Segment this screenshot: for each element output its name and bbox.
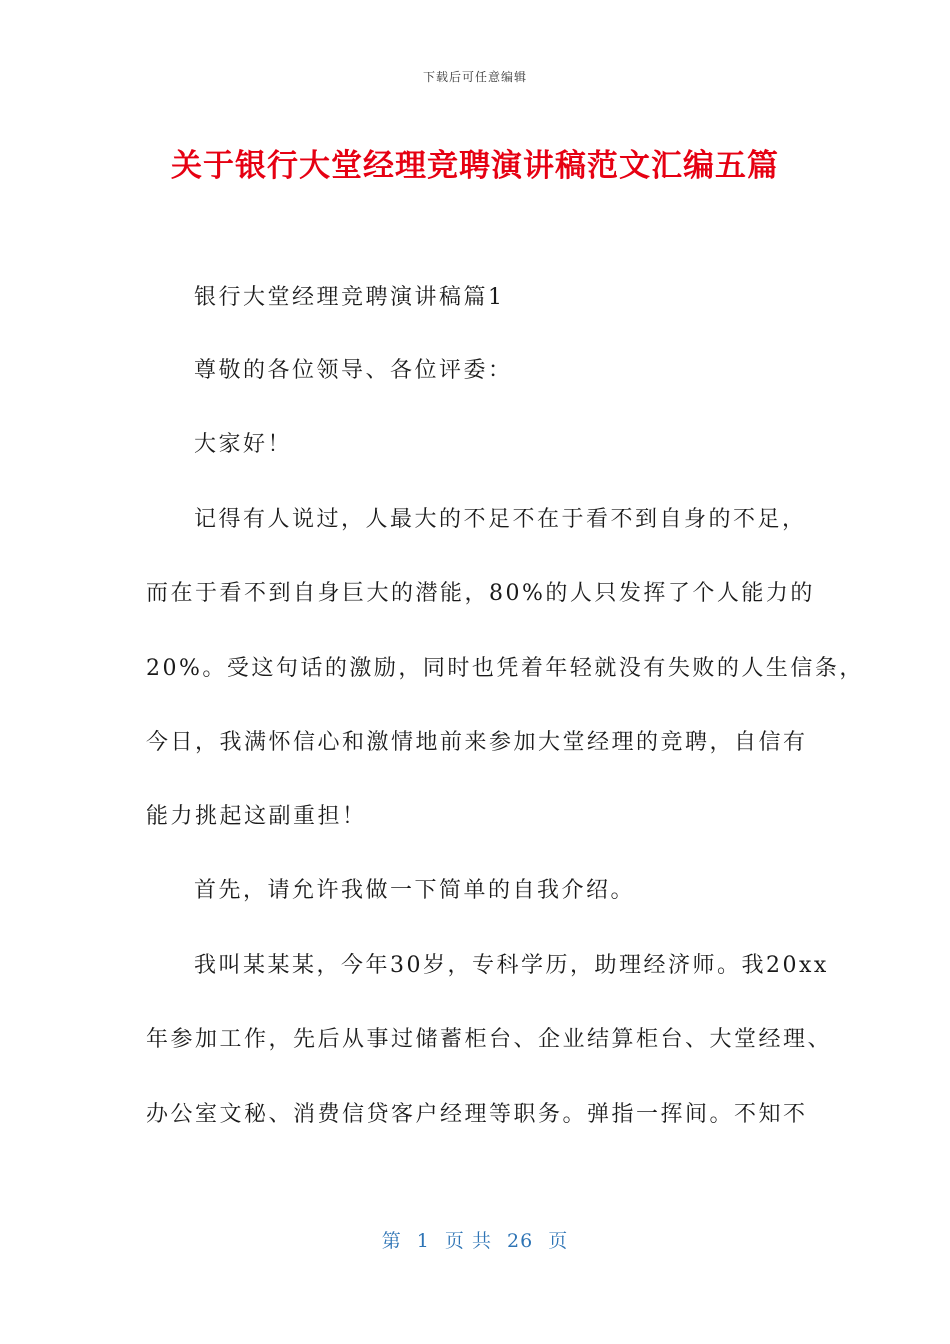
body-line: 尊敬的各位领导、各位评委： (194, 358, 513, 383)
body-line: 我叫某某某，今年30岁，专科学历，助理经济师。我20xx (194, 953, 829, 978)
body-line: 今日，我满怀信心和激情地前来参加大堂经理的竞聘，自信有 (146, 730, 808, 755)
footer-suffix: 页 (548, 1230, 569, 1252)
document-title: 关于银行大堂经理竞聘演讲稿范文汇编五篇 (171, 148, 779, 184)
body-line: 20%。受这句话的激励，同时也凭着年轻就没有失败的人生信条， (146, 656, 864, 681)
header-note: 下载后可任意编辑 (422, 70, 527, 84)
footer-middle: 页 共 (444, 1230, 492, 1252)
body-line: 年参加工作，先后从事过储蓄柜台、企业结算柜台、大堂经理、 (146, 1027, 833, 1052)
footer-prefix: 第 (381, 1230, 402, 1252)
total-page-count: 26 (507, 1230, 534, 1252)
body-line: 记得有人说过，人最大的不足不在于看不到自身的不足， (194, 507, 807, 532)
current-page-number: 1 (416, 1230, 430, 1252)
body-line: 能力挑起这副重担！ (146, 804, 367, 829)
body-line: 大家好！ (194, 432, 293, 457)
body-line: 银行大堂经理竞聘演讲稿篇1 (194, 285, 505, 310)
body-line: 首先，请允许我做一下简单的自我介绍。 (194, 878, 636, 903)
page-footer (0, 1226, 950, 1253)
body-line: 办公室文秘、消费信贷客户经理等职务。弹指一挥间。不知不 (146, 1102, 808, 1127)
body-line: 而在于看不到自身巨大的潜能，80%的人只发挥了个人能力的 (146, 581, 815, 606)
